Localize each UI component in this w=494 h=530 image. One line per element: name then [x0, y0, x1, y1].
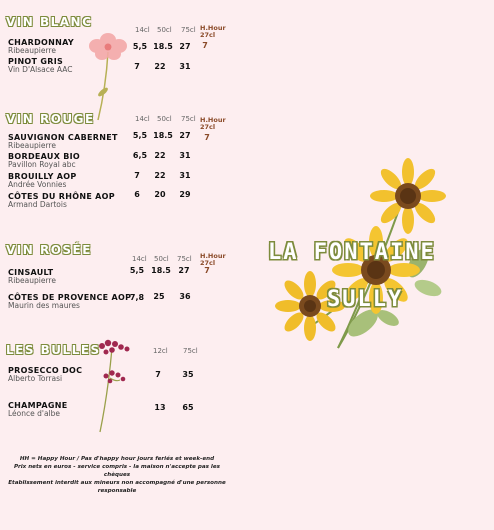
price-14cl: 5,5	[129, 266, 145, 275]
wine-producer: Alberto Torrasi	[8, 374, 63, 383]
footer-notes	[4, 455, 230, 495]
price-75cl: 31	[179, 62, 191, 71]
price-75cl: 36	[179, 292, 191, 301]
hh-head-blanc: H.Hour 27cl	[200, 24, 226, 39]
price-happy-hour: 7	[202, 41, 208, 50]
price-50cl: 25	[153, 292, 165, 301]
price-50cl: 18.5	[151, 266, 171, 275]
hh-head-rose: H.Hour 27cl	[200, 252, 226, 267]
wine-name: PINOT GRIS	[8, 57, 64, 66]
price-75cl: 35	[182, 370, 194, 379]
price-14cl: 7,8	[129, 293, 145, 302]
price-50cl: 22	[154, 62, 166, 71]
wine-producer: Vin D'Alsace AAC	[8, 65, 73, 74]
wine-name: CINSAULT	[8, 268, 54, 277]
wine-producer: Andrée Vonnies	[8, 180, 67, 189]
col-head-bulles-1: 12cl	[153, 347, 168, 355]
col-head-blanc-3: 75cl	[181, 26, 196, 34]
price-75cl: 31	[179, 171, 191, 180]
section-title-bulles: LES BULLES	[6, 343, 101, 357]
col-head-rouge-1: 14cl	[135, 115, 150, 123]
footer-line: chèques	[103, 472, 131, 478]
section-title-rouge: VIN ROUGE	[6, 112, 95, 126]
col-head-rose-3: 75cl	[177, 255, 192, 263]
section-title-blanc: VIN BLANC	[6, 15, 93, 29]
col-head-rouge-2: 50cl	[157, 115, 172, 123]
price-14cl: 5,5	[132, 42, 148, 51]
brand-title-line1: LA FONTAINE	[268, 240, 436, 265]
price-14cl: 6,5	[132, 151, 148, 160]
price-75cl: 65	[182, 403, 194, 412]
wine-name: BROUILLY AOP	[8, 172, 77, 181]
footer-line: Etablissement interdit aux mineurs non accompagné d'une personne	[8, 480, 226, 486]
wine-producer: Ribeaupierre	[8, 46, 56, 55]
price-12cl: 13	[154, 403, 166, 412]
wine-producer: Armand Dartois	[8, 200, 67, 209]
price-14cl: 7	[134, 171, 140, 180]
wine-name: CHAMPAGNE	[8, 401, 68, 410]
price-75cl: 27	[179, 42, 191, 51]
price-50cl: 18.5	[153, 131, 173, 140]
pink-flower-illustration	[86, 32, 132, 122]
col-head-rouge-3: 75cl	[181, 115, 196, 123]
wine-producer: Ribeaupierre	[8, 141, 56, 150]
col-head-bulles-2: 75cl	[183, 347, 198, 355]
hh-head-rouge: H.Hour 27cl	[200, 116, 226, 131]
price-50cl: 18.5	[153, 42, 173, 51]
price-75cl: 27	[179, 131, 191, 140]
price-75cl: 31	[179, 151, 191, 160]
price-75cl: 29	[179, 190, 191, 199]
brand-title-line2: SULLY	[327, 287, 404, 312]
wine-name: BORDEAUX BIO	[8, 152, 81, 161]
footer-line: Prix nets en euros - service compris - la maison n'accepte pas les	[14, 464, 220, 470]
wine-name: CHARDONNAY	[8, 38, 74, 47]
price-14cl: 6	[134, 190, 140, 199]
price-50cl: 22	[154, 171, 166, 180]
wine-producer: Pavillon Royal abc	[8, 160, 76, 169]
wine-producer: Maurin des maures	[8, 301, 80, 310]
col-head-rose-2: 50cl	[154, 255, 169, 263]
col-head-blanc-2: 50cl	[157, 26, 172, 34]
wine-name: SAUVIGNON CABERNET	[8, 133, 118, 142]
price-75cl: 27	[178, 266, 190, 275]
wine-producer: Léonce d'albe	[8, 409, 61, 418]
wine-producer: Ribeaupierre	[8, 276, 56, 285]
price-happy-hour: 7	[204, 266, 210, 275]
price-14cl: 7	[134, 62, 140, 71]
price-14cl: 5,5	[132, 131, 148, 140]
price-50cl: 20	[154, 190, 166, 199]
wine-name: CÔTES DU RHÔNE AOP	[8, 192, 115, 201]
footer-line: HH = Happy Hour / Pas d'happy hour jours feriés et week-end	[19, 456, 215, 462]
wine-name: CÔTES DE PROVENCE AOP	[8, 293, 132, 302]
price-50cl: 22	[154, 151, 166, 160]
price-12cl: 7	[155, 370, 161, 379]
footer-line: responsable	[97, 488, 137, 494]
col-head-blanc-1: 14cl	[135, 26, 150, 34]
section-title-rose: VIN ROSÉE	[6, 243, 92, 257]
price-happy-hour: 7	[204, 133, 210, 142]
col-head-rose-1: 14cl	[132, 255, 147, 263]
wine-name: PROSECCO DOC	[8, 366, 83, 375]
